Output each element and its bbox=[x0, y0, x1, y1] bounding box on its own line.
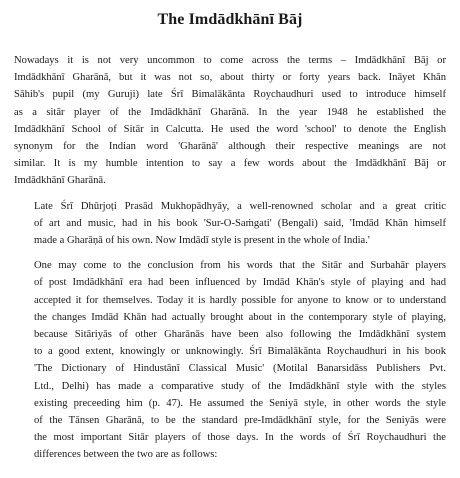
text-line: accepted it for themselves. Today it is hardly possible for anyone to know or to understand bbox=[34, 294, 446, 306]
paragraph-2 bbox=[14, 198, 446, 250]
paragraph-3 bbox=[14, 257, 446, 463]
document-title: The Imdādkhānī Bāj bbox=[157, 11, 303, 28]
text-line: Nowadays it is not very uncommon to come across the terms – Imdādkhānī Bāj or bbox=[14, 55, 446, 66]
text-line: of art and music, had in his book 'Sur-O-Saṁgati' (Bengali) said, 'Imdād Khān himself bbox=[34, 217, 446, 229]
text-line: similar. It is my humble intention to say a few words about the Imdādkhānī Bāj or bbox=[14, 158, 446, 170]
text-line: made a Gharāṇā of his own. Now Imdādī style is present in the whole of India.' bbox=[34, 235, 370, 247]
text-line: because Sitāriyās of other Gharānās have been also following the Imdādkhānī system bbox=[34, 329, 446, 341]
text-line: 'The Dictionary of Hindustānī Classical Music' (Motilal Banarsidāss Publishers Pvt. bbox=[34, 363, 446, 375]
text-line: of post Imdādkhānī era had been influenced by Imdād Khān's style of playing and had bbox=[34, 277, 446, 289]
document-page bbox=[14, 10, 446, 472]
text-line: Imdādkhānī School of Sitār in Calcutta. He used the word 'school' to denote the English bbox=[14, 123, 446, 135]
text-line: Late Śrī Dhūrjoṭi Prasād Mukhopādhyāy, a well-renowned scholar and a great critic bbox=[34, 200, 446, 212]
text-line: Imdādkhānī Gharānā. bbox=[14, 175, 106, 187]
text-line: of the Tānsen Gharānā, to be the standard pre-Imdādkhānī style, for the Seniyās were bbox=[34, 415, 446, 427]
text-line: Imdādkhānī Gharānā, but it was not so, about thirty or forty years back. Ināyet Khān bbox=[14, 72, 446, 84]
text-line: synonym for the Indian word 'Gharānā' although their respective meanings are not bbox=[14, 141, 446, 153]
paragraph-1 bbox=[14, 52, 446, 190]
text-line: existing preceeding him (p. 47). He assumed the Seniyā style, in other words the style bbox=[34, 397, 446, 409]
text-line: Ltd., Delhi) has made a comparative study of the Imdādkhānī style with the styles bbox=[34, 380, 446, 392]
text-line: to a good extent, knowingly or unknowingly. Śrī Bimalākānta Roychaudhuri in his book bbox=[34, 346, 446, 358]
text-line: Sāhib's pupil (my Guruji) late Śrī Bimalākānta Roychaudhuri used to introduce himself bbox=[14, 89, 446, 101]
text-line: differences between the two are as follows: bbox=[34, 449, 218, 461]
text-line: the changes Imdād Khān had actually brought about in the contemporary style of playing, bbox=[34, 311, 446, 323]
text-line: the most important Sitār players of those days. In the words of Śrī Roychaudhuri the bbox=[34, 432, 446, 444]
text-line: as a sitār player of the Imdādkhānī Gharānā. In the year 1948 he established the bbox=[14, 106, 446, 118]
text-line: One may come to the conclusion from his words that the Sitār and Surbahār players bbox=[34, 260, 446, 272]
